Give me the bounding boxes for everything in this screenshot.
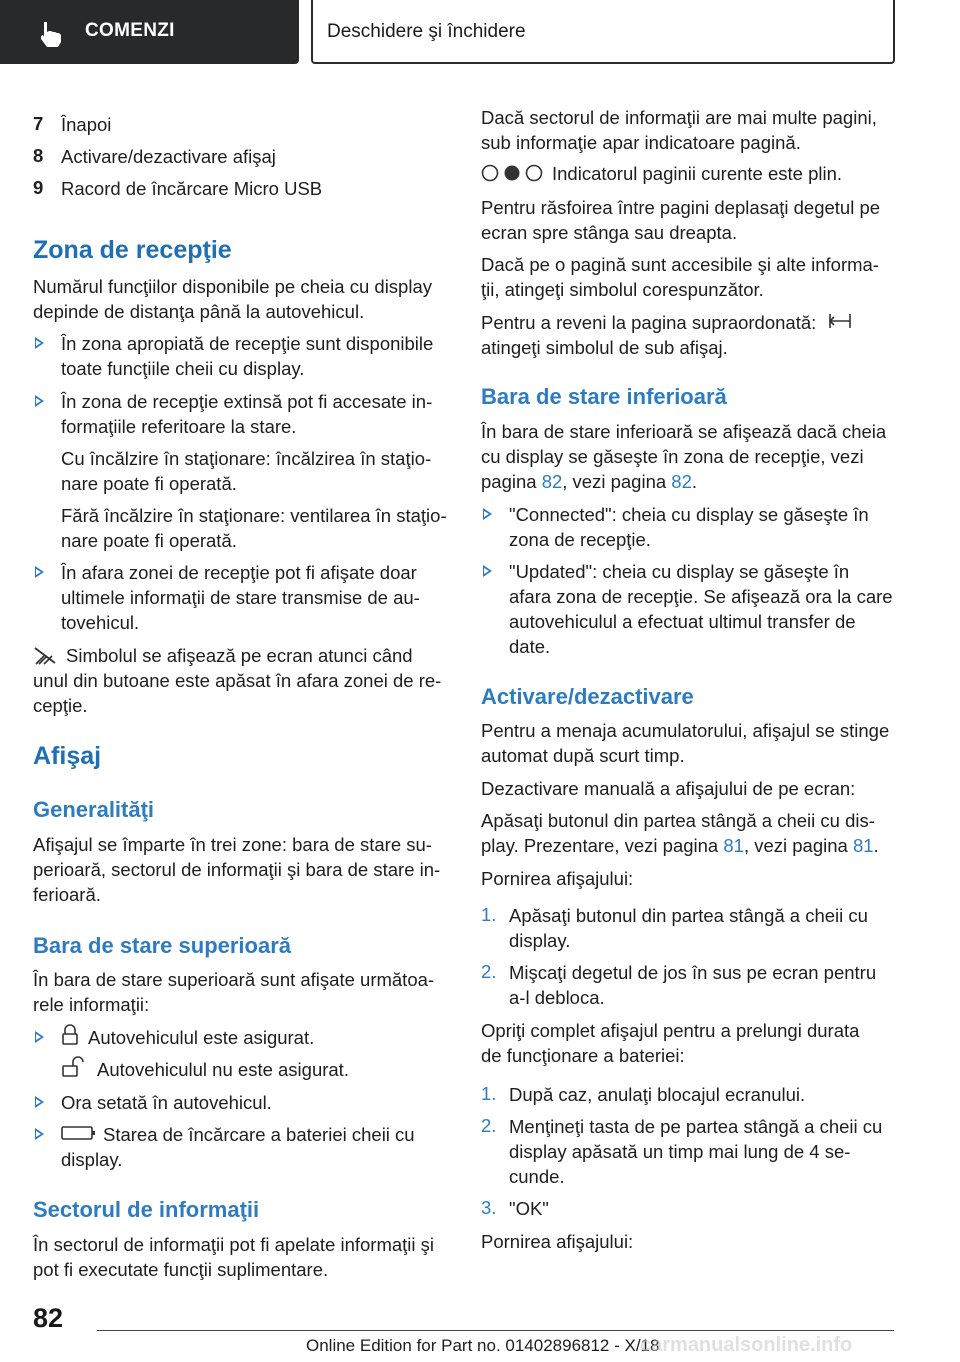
- bullet-line: autovehiculul a efectuat ultimul transfer de: [509, 611, 856, 632]
- bullet-line: Ora setată în autovehicul.: [61, 1092, 272, 1113]
- bullet-line: "Updated": cheia cu display se găseşte în: [509, 561, 850, 582]
- paragraph-line: Pentru a reveni la pagina supraordonată:: [481, 312, 817, 333]
- paragraph-line: ecran spre stânga sau dreapta.: [481, 222, 738, 243]
- bullet-line: display.: [61, 1149, 123, 1170]
- bullet-line: Cu încălzire în staţionare: încălzirea în staţio-: [61, 448, 432, 469]
- paragraph-line: perioară, sectorul de informaţii şi bara de stare in-: [33, 859, 441, 880]
- bullet-line: date.: [509, 636, 551, 657]
- paragraph-line: [481, 833, 879, 858]
- list-number: 8: [33, 145, 44, 166]
- list-number: 7: [33, 113, 44, 134]
- step-line: Menţineţi tasta de pe partea stângă a cheii cu: [509, 1116, 883, 1137]
- bullet-line: toate funcţiile cheii cu display.: [61, 358, 305, 379]
- page-indicator-icon: [481, 163, 545, 183]
- paragraph-line: ferioară.: [33, 884, 101, 905]
- back-to-parent-icon: [827, 312, 853, 332]
- paragraph-line: sub informaţie apar indicatoare pagină.: [481, 132, 801, 153]
- step-line: Mişcaţi degetul de jos în sus pe ecran pentru: [509, 962, 877, 983]
- bullet-line: Autovehiculul este asigurat.: [88, 1027, 315, 1048]
- paragraph-line: automat după scurt timp.: [481, 745, 685, 766]
- list-item-text: Înapoi: [61, 114, 112, 135]
- heading-activare: Activare/dezactivare: [481, 684, 694, 709]
- page-link-81[interactable]: 81: [723, 835, 744, 856]
- text-fragment: , vezi pagina: [743, 835, 853, 856]
- paragraph-line: Afişajul se împarte în trei zone: bara de stare su-: [33, 834, 432, 855]
- heading-generalitati: Generalităţi: [33, 797, 155, 822]
- paragraph-line: atingeţi simbolul de sub afişaj.: [481, 337, 728, 358]
- step-line: După caz, anulaţi blocajul ecranului.: [509, 1084, 806, 1105]
- heading-zona-receptie: Zona de recepţie: [33, 236, 232, 264]
- step-number: 1.: [481, 1083, 497, 1104]
- paragraph-line: Pentru a menaja acumulatorului, afişajul se stinge: [481, 720, 890, 741]
- paragraph-line: ţii, atingeţi simbolul corespunzător.: [481, 279, 764, 300]
- paragraph-line: Dacă pe o pagină sunt accesibile şi alte informa-: [481, 254, 879, 275]
- step-number: 1.: [481, 904, 497, 925]
- watermark: carmanualsonline.info: [640, 1334, 853, 1356]
- bullet-triangle-icon: [35, 1096, 44, 1108]
- text-fragment: .: [691, 471, 698, 492]
- section-tab[interactable]: [0, 0, 299, 64]
- bullet-triangle-icon: [35, 1031, 44, 1043]
- step-line: display apăsată un timp mai lung de 4 se-: [509, 1141, 851, 1162]
- step-line: a-l debloca.: [509, 987, 605, 1008]
- section-tab-label: COMENZI: [85, 20, 175, 41]
- footer-divider: [97, 1330, 894, 1331]
- chapter-tab[interactable]: [311, 0, 895, 64]
- paragraph-line: Apăsaţi butonul din partea stângă a cheii cu dis-: [481, 810, 875, 831]
- bullet-triangle-icon: [483, 508, 492, 520]
- heading-bara-inferioara: Bara de stare inferioară: [481, 384, 727, 409]
- bullet-triangle-icon: [35, 337, 44, 349]
- bullet-line: În afara zonei de recepţie pot fi afişate doar: [61, 562, 417, 583]
- bullet-triangle-icon: [35, 566, 44, 578]
- bullet-line: nare poate fi operată.: [61, 473, 237, 494]
- lock-closed-icon: [61, 1024, 79, 1046]
- lock-open-icon: [61, 1056, 87, 1078]
- bullet-triangle-icon: [35, 1128, 44, 1140]
- bullet-line: nare poate fi operată.: [61, 530, 237, 551]
- bullet-line: afara zona de recepţie. Se afişează ora la care: [509, 586, 893, 607]
- bullet-line: zona de recepţie.: [509, 529, 651, 550]
- list-number: 9: [33, 177, 44, 198]
- paragraph-line: cepţie.: [33, 695, 88, 716]
- text-fragment: , vezi pagina: [562, 471, 672, 492]
- page-link-82[interactable]: 82: [541, 471, 563, 492]
- bullet-line: Fără încălzire în staţionare: ventilarea în staţio-: [61, 505, 447, 526]
- battery-icon: [61, 1124, 97, 1142]
- bullet-line: În zona apropiată de recepţie sunt disponibile: [61, 333, 434, 354]
- step-number: 2.: [481, 961, 497, 982]
- bullet-line: "Connected": cheia cu display se găseşte în: [509, 504, 869, 525]
- text-fragment: .: [873, 835, 879, 856]
- paragraph-line: Dacă sectorul de informaţii are mai multe pagini,: [481, 107, 877, 128]
- paragraph-line: În bara de stare superioară sunt afişate următoa-: [33, 969, 435, 990]
- step-line: "OK": [509, 1198, 549, 1219]
- paragraph-line: În bara de stare inferioară se afişează dacă cheia: [481, 421, 887, 442]
- bullet-line: În zona de recepţie extinsă pot fi accesate in-: [61, 391, 433, 412]
- bullet-triangle-icon: [483, 565, 492, 577]
- list-item-text: Racord de încărcare Micro USB: [61, 178, 323, 199]
- step-number: 2.: [481, 1115, 497, 1136]
- paragraph-line: de funcţionare a bateriei:: [481, 1045, 685, 1066]
- paragraph-line: pot fi executate funcţii suplimentare.: [33, 1259, 329, 1280]
- hand-pointer-icon: [38, 20, 64, 48]
- heading-afisaj: Afişaj: [33, 742, 102, 770]
- bullet-line: Autovehiculul nu este asigurat.: [97, 1059, 349, 1080]
- no-signal-icon: [33, 644, 57, 666]
- paragraph-line: depinde de distanţa până la autovehicul.: [33, 301, 365, 322]
- step-line: Apăsaţi butonul din partea stângă a cheii cu: [509, 905, 868, 926]
- step-line: display.: [509, 930, 571, 951]
- bullet-line: Starea de încărcare a bateriei cheii cu: [103, 1124, 415, 1145]
- paragraph-line: Pornirea afişajului:: [481, 1231, 634, 1252]
- page-link-81[interactable]: 81: [852, 835, 874, 856]
- footer-edition: Online Edition for Part no. 01402896812 - X/18: [306, 1336, 660, 1355]
- paragraph-line: În sectorul de informaţii pot fi apelate informaţii şi: [33, 1234, 435, 1255]
- text-fragment: pagina: [481, 471, 542, 492]
- bullet-line: formaţiile referitoare la stare.: [61, 416, 297, 437]
- step-line: cunde.: [509, 1166, 565, 1187]
- paragraph-line: cu display se găseşte în zona de recepţie, vezi: [481, 446, 864, 467]
- heading-bara-superioara: Bara de stare superioară: [33, 933, 292, 958]
- heading-sector-informatii: Sectorul de informaţii: [33, 1197, 260, 1222]
- list-item-text: Activare/dezactivare afişaj: [61, 146, 276, 167]
- paragraph-line: [481, 469, 697, 494]
- paragraph-line: Dezactivare manuală a afişajului de pe ecran:: [481, 778, 856, 799]
- bullet-line: ultimele informaţii de stare transmise de au-: [61, 587, 420, 608]
- bullet-line: tovehicul.: [61, 612, 140, 633]
- paragraph-line: rele informaţii:: [33, 994, 150, 1015]
- page-link-82[interactable]: 82: [671, 471, 692, 492]
- chapter-tab-label: Deschidere şi închidere: [327, 21, 526, 42]
- text-fragment: play. Prezentare, vezi pagina: [481, 835, 724, 856]
- bullet-triangle-icon: [35, 395, 44, 407]
- paragraph-line: Pentru răsfoirea între pagini deplasaţi degetul pe: [481, 197, 881, 218]
- paragraph-line: unul din butoane este apăsat în afara zonei de re-: [33, 670, 442, 691]
- step-number: 3.: [481, 1197, 497, 1218]
- page-number: 82: [33, 1303, 64, 1333]
- paragraph-line: Simbolul se afişează pe ecran atunci când: [66, 645, 413, 666]
- paragraph-line: Numărul funcţiilor disponibile pe cheia cu display: [33, 276, 432, 297]
- paragraph-line: Pornirea afişajului:: [481, 868, 634, 889]
- paragraph-line: Opriţi complet afişajul pentru a prelungi durata: [481, 1020, 860, 1041]
- page-header: [0, 0, 960, 66]
- paragraph-line: Indicatorul paginii curente este plin.: [552, 163, 843, 184]
